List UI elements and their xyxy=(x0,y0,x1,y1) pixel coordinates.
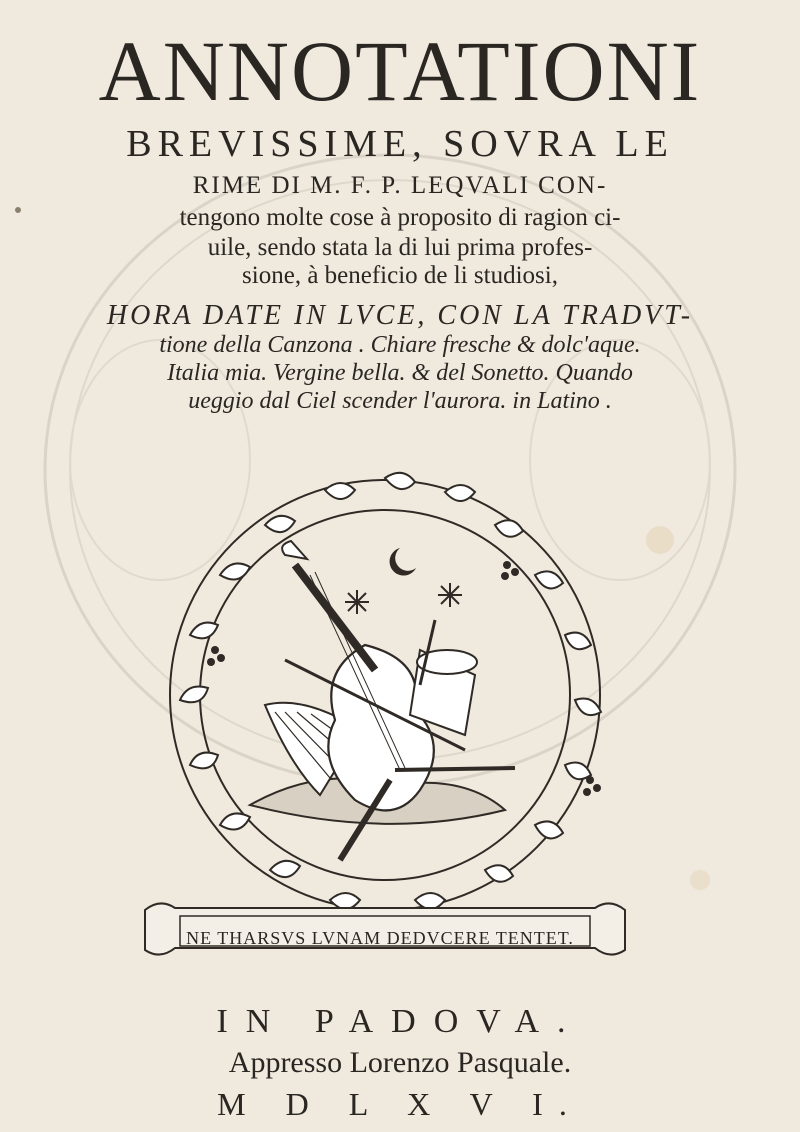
description-line-2: tengono molte cose à proposito di ragion ci- xyxy=(179,204,621,231)
description-line-1: RIME DI M. F. P. LEQVALI CON- xyxy=(192,172,608,199)
musical-instruments-woodcut-icon xyxy=(135,450,635,975)
imprint-printer: Appresso Lorenzo Pasquale. xyxy=(228,1046,572,1079)
description-line-4: sione, à beneficio de li studiosi, xyxy=(242,262,558,289)
book-subtitle: BREVISSIME, SOVRA LE xyxy=(126,123,674,165)
imprint-year: M D L X V I. xyxy=(217,1086,583,1122)
translation-line-3: Italia mia. Vergine bella. & del Sonetto. Quando xyxy=(167,360,633,386)
translation-line-4: ueggio dal Ciel scender l'aurora. in Latino . xyxy=(188,388,612,414)
imprint-place: IN PADOVA. xyxy=(216,1003,584,1040)
translation-line-2: tione della Canzona . Chiare fresche & dolc'aque. xyxy=(159,332,641,358)
book-title: ANNOTATIONI xyxy=(98,23,702,119)
printer-device-motto: NE THARSVS LVNAM DEDVCERE TENTET. xyxy=(186,928,574,948)
translation-line-1: HORA DATE IN LVCE, CON LA TRADVT- xyxy=(106,300,694,331)
description-line-3: uile, sendo stata la di lui prima profes- xyxy=(207,234,593,261)
